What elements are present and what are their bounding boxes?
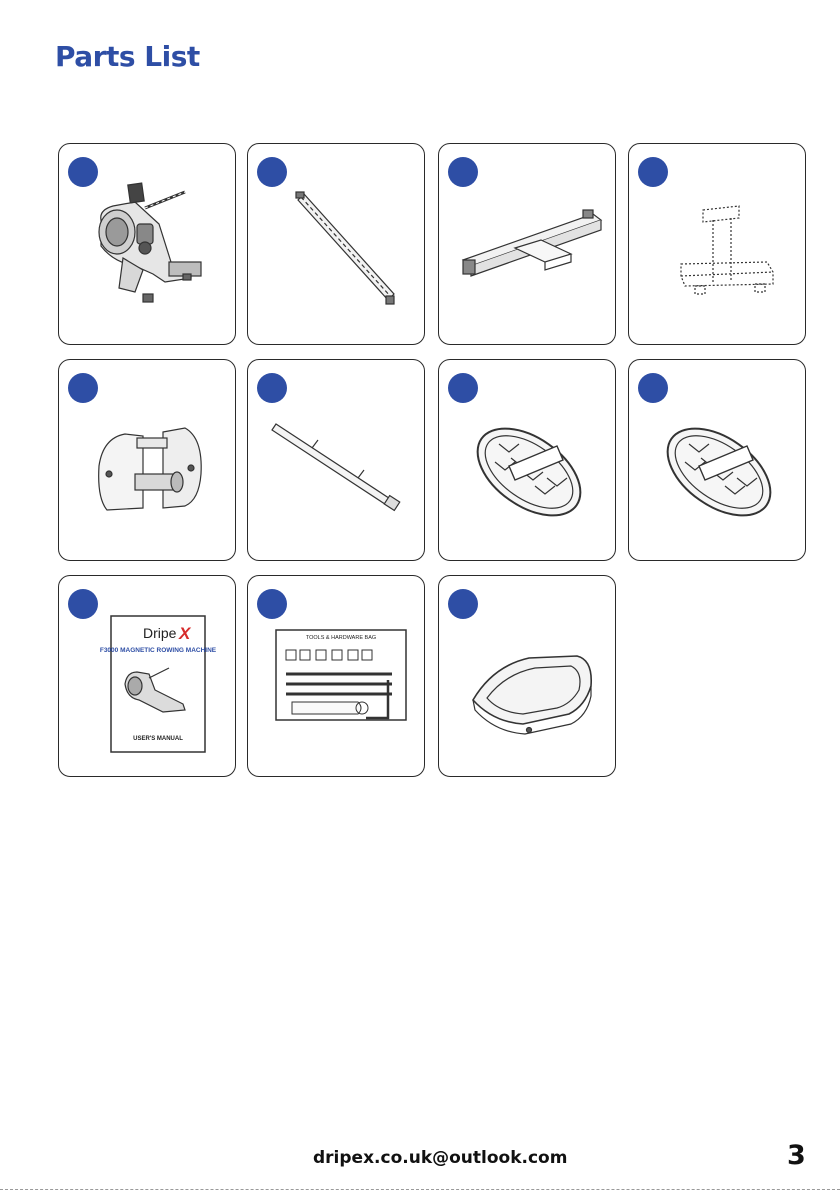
manual-footer: USER'S MANUAL (133, 736, 183, 742)
seat-bracket-icon (73, 378, 223, 548)
page-title: Parts List (55, 40, 200, 73)
handle-bar-icon (262, 378, 412, 548)
left-footrest-icon (453, 378, 603, 548)
tool-kit-icon (262, 594, 412, 764)
part-card-5 (58, 359, 236, 561)
rowing-machine-main-frame-icon (73, 162, 223, 332)
part-card-4 (628, 143, 806, 345)
front-stabilizer-icon (453, 162, 603, 332)
part-card-2 (247, 143, 425, 345)
manual-brand-x: X (179, 624, 191, 643)
part-card-9 (58, 575, 236, 777)
part-card-8 (628, 359, 806, 561)
seat-cushion-icon (453, 594, 603, 764)
part-card-10 (247, 575, 425, 777)
right-footrest-icon (643, 378, 793, 548)
toolkit-heading: TOOLS & HARDWARE BAG (305, 635, 377, 641)
part-card-7 (438, 359, 616, 561)
part-card-6 (247, 359, 425, 561)
user-manual-icon (73, 594, 223, 764)
manual-brand: Dripe (143, 625, 177, 641)
bottom-divider (0, 1189, 840, 1190)
part-card-1 (58, 143, 236, 345)
rear-stabilizer-icon (643, 162, 793, 332)
rail-beam-icon (262, 162, 412, 332)
part-card-11 (438, 575, 616, 777)
page-number: 3 (787, 1140, 806, 1171)
footer-email: dripex.co.uk@outlook.com (313, 1148, 568, 1168)
part-card-3 (438, 143, 616, 345)
manual-subtitle: F3000 MAGNETIC ROWING MACHINE (99, 647, 217, 654)
